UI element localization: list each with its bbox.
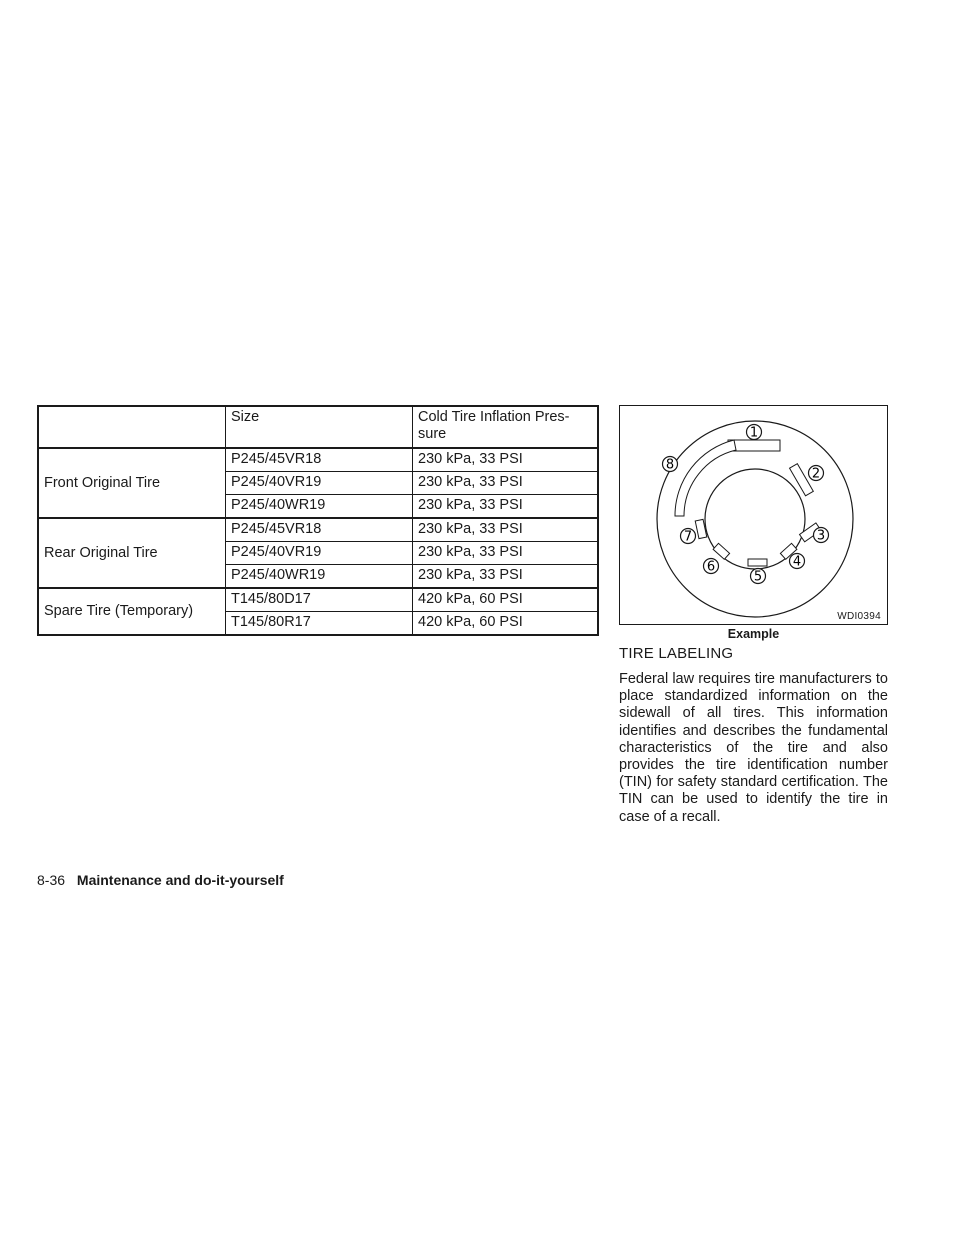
section-heading: TIRE LABELING	[619, 645, 734, 662]
marker-6	[713, 543, 730, 559]
table-row	[38, 588, 598, 612]
group-label-rear: Rear Original Tire	[38, 518, 226, 588]
group-label-spare: Spare Tire (Temporary)	[38, 588, 226, 635]
table-row	[38, 448, 598, 472]
figure-code: WDI0394	[837, 611, 881, 622]
size-cell: P245/45VR18	[226, 448, 413, 472]
callout-4-number: 4	[792, 554, 802, 570]
callout-7	[681, 529, 696, 545]
callout-3-number: 3	[816, 528, 826, 544]
marker-5	[748, 559, 767, 566]
figure-caption: Example	[727, 627, 780, 641]
header-empty-cell	[38, 406, 226, 448]
section-body: Federal law requires tire manufacturers to place standardized information on the sidewall of all tires. This information identifies and describes the fundamental characteristics of the tire and also provides the tire identification number (TIN) for safety standard certification. The TIN can be used to identify the tire in case of a recall.	[619, 671, 888, 825]
table-header-row	[38, 406, 598, 448]
pressure-cell: 230 kPa, 33 PSI	[413, 472, 599, 495]
callout-2	[809, 466, 824, 482]
size-cell: T145/80R17	[226, 612, 413, 636]
callout-5	[751, 569, 766, 585]
size-cell: P245/45VR18	[226, 518, 413, 542]
size-cell: P245/40VR19	[226, 542, 413, 565]
pressure-cell: 230 kPa, 33 PSI	[413, 518, 599, 542]
size-cell: P245/40WR19	[226, 565, 413, 589]
pressure-cell: 420 kPa, 60 PSI	[413, 588, 599, 612]
pressure-cell: 420 kPa, 60 PSI	[413, 612, 599, 636]
header-pressure: Cold Tire Inflation Pres- sure	[413, 406, 599, 448]
footer-section-title: Maintenance and do-it-yourself	[76, 872, 284, 888]
callout-4	[790, 554, 805, 570]
callout-3	[814, 528, 829, 544]
header-size: Size	[226, 406, 413, 448]
callout-5-number: 5	[753, 569, 763, 585]
tire-sidewall-diagram	[620, 406, 887, 624]
pressure-cell: 230 kPa, 33 PSI	[413, 448, 599, 472]
callout-8	[663, 457, 678, 473]
callout-6	[704, 559, 719, 575]
size-cell: P245/40WR19	[226, 495, 413, 519]
callout-6-number: 6	[706, 559, 716, 575]
size-cell: T145/80D17	[226, 588, 413, 612]
callout-8-number: 8	[665, 457, 675, 473]
size-cell: P245/40VR19	[226, 472, 413, 495]
callout-1	[747, 425, 762, 441]
pressure-cell: 230 kPa, 33 PSI	[413, 565, 599, 589]
callout-2-number: 2	[811, 466, 821, 482]
callout-7-number: 7	[683, 529, 693, 545]
tire-sidewall-figure	[619, 405, 888, 625]
pressure-cell: 230 kPa, 33 PSI	[413, 542, 599, 565]
page-footer	[37, 872, 284, 888]
page-number: 8-36	[37, 872, 66, 888]
table-row	[38, 518, 598, 542]
group-label-front: Front Original Tire	[38, 448, 226, 518]
tire-pressure-table	[37, 405, 599, 636]
callout-1-number: 1	[749, 425, 759, 441]
pressure-cell: 230 kPa, 33 PSI	[413, 495, 599, 519]
